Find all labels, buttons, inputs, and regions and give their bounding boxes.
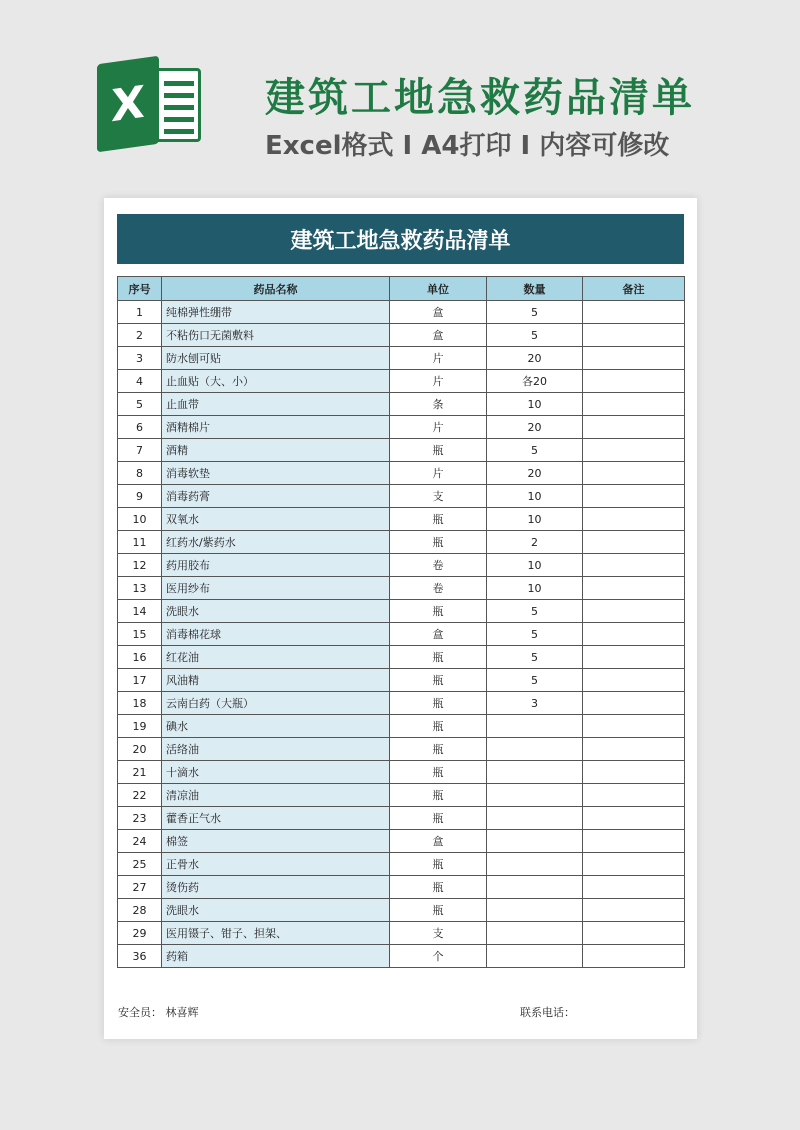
cell-note[interactable]: [583, 830, 685, 853]
cell-no[interactable]: 23: [118, 807, 162, 830]
cell-name[interactable]: 医用镊子、钳子、担架、: [162, 922, 390, 945]
cell-qty[interactable]: 5: [487, 301, 583, 324]
cell-no[interactable]: 17: [118, 669, 162, 692]
cell-name[interactable]: 药箱: [162, 945, 390, 968]
cell-qty[interactable]: 3: [487, 692, 583, 715]
cell-no[interactable]: 16: [118, 646, 162, 669]
table-row: [118, 876, 685, 899]
cell-no[interactable]: 25: [118, 853, 162, 876]
cell-name[interactable]: 十滴水: [162, 761, 390, 784]
table-row: [118, 301, 685, 324]
cell-name[interactable]: 棉签: [162, 830, 390, 853]
cell-name[interactable]: 药用胶布: [162, 554, 390, 577]
cell-qty[interactable]: [487, 922, 583, 945]
cell-qty[interactable]: 10: [487, 485, 583, 508]
cell-note[interactable]: [583, 807, 685, 830]
cell-qty[interactable]: [487, 761, 583, 784]
cell-unit[interactable]: 盒: [390, 324, 487, 347]
column-header-unit[interactable]: 单位: [390, 277, 487, 301]
cell-unit[interactable]: 瓶: [390, 715, 487, 738]
cell-unit[interactable]: 瓶: [390, 899, 487, 922]
column-header-note[interactable]: 备注: [583, 277, 685, 301]
cell-unit[interactable]: 瓶: [390, 646, 487, 669]
cell-qty[interactable]: 2: [487, 531, 583, 554]
cell-note[interactable]: [583, 370, 685, 393]
cell-unit[interactable]: 个: [390, 945, 487, 968]
cell-name[interactable]: 消毒棉花球: [162, 623, 390, 646]
table-row: [118, 646, 685, 669]
cell-name[interactable]: 止血贴（大、小）: [162, 370, 390, 393]
cell-note[interactable]: [583, 761, 685, 784]
table-row: [118, 370, 685, 393]
table-row: [118, 531, 685, 554]
banner-title: 建筑工地急救药品清单: [265, 75, 695, 121]
cell-qty[interactable]: [487, 853, 583, 876]
cell-note[interactable]: [583, 324, 685, 347]
cell-note[interactable]: [583, 416, 685, 439]
cell-note[interactable]: [583, 899, 685, 922]
cell-qty[interactable]: 5: [487, 324, 583, 347]
cell-unit[interactable]: 瓶: [390, 531, 487, 554]
table-row: [118, 439, 685, 462]
cell-unit[interactable]: 瓶: [390, 853, 487, 876]
cell-unit[interactable]: 瓶: [390, 807, 487, 830]
cell-name[interactable]: 藿香正气水: [162, 807, 390, 830]
cell-no[interactable]: 8: [118, 462, 162, 485]
cell-note[interactable]: [583, 646, 685, 669]
cell-name[interactable]: 消毒药膏: [162, 485, 390, 508]
cell-note[interactable]: [583, 669, 685, 692]
cell-unit[interactable]: 盒: [390, 301, 487, 324]
cell-no[interactable]: 14: [118, 600, 162, 623]
cell-no[interactable]: 11: [118, 531, 162, 554]
cell-unit[interactable]: 瓶: [390, 669, 487, 692]
cell-note[interactable]: [583, 439, 685, 462]
cell-name[interactable]: 烫伤药: [162, 876, 390, 899]
cell-qty[interactable]: [487, 738, 583, 761]
sheet-paper: [104, 198, 697, 1039]
column-header-qty[interactable]: 数量: [487, 277, 583, 301]
cell-note[interactable]: [583, 600, 685, 623]
cell-no[interactable]: 18: [118, 692, 162, 715]
cell-qty[interactable]: 5: [487, 623, 583, 646]
cell-note[interactable]: [583, 876, 685, 899]
cell-no[interactable]: 24: [118, 830, 162, 853]
cell-unit[interactable]: 瓶: [390, 876, 487, 899]
safety-officer: 安全员： 林喜辉: [118, 1006, 199, 1019]
cell-qty[interactable]: 20: [487, 347, 583, 370]
cell-note[interactable]: [583, 462, 685, 485]
cell-qty[interactable]: 10: [487, 393, 583, 416]
cell-no[interactable]: 2: [118, 324, 162, 347]
table-row: [118, 577, 685, 600]
cell-no[interactable]: 29: [118, 922, 162, 945]
cell-unit[interactable]: 片: [390, 370, 487, 393]
cell-note[interactable]: [583, 945, 685, 968]
cell-unit[interactable]: 条: [390, 393, 487, 416]
cell-unit[interactable]: 瓶: [390, 761, 487, 784]
cell-qty[interactable]: 5: [487, 600, 583, 623]
cell-name[interactable]: 酒精: [162, 439, 390, 462]
cell-no[interactable]: 22: [118, 784, 162, 807]
cell-unit[interactable]: 瓶: [390, 784, 487, 807]
cell-unit[interactable]: 盒: [390, 623, 487, 646]
sheet-title: 建筑工地急救药品清单: [117, 214, 684, 264]
table-row: [118, 830, 685, 853]
cell-no[interactable]: 9: [118, 485, 162, 508]
cell-no[interactable]: 28: [118, 899, 162, 922]
cell-name[interactable]: 洗眼水: [162, 600, 390, 623]
cell-unit[interactable]: 片: [390, 347, 487, 370]
cell-note[interactable]: [583, 715, 685, 738]
cell-no[interactable]: 27: [118, 876, 162, 899]
cell-qty[interactable]: 20: [487, 416, 583, 439]
cell-name[interactable]: 不粘伤口无菌敷料: [162, 324, 390, 347]
cell-name[interactable]: 双氧水: [162, 508, 390, 531]
table-row: [118, 807, 685, 830]
cell-qty[interactable]: [487, 807, 583, 830]
cell-unit[interactable]: 支: [390, 922, 487, 945]
cell-note[interactable]: [583, 853, 685, 876]
table-row: [118, 485, 685, 508]
cell-note[interactable]: [583, 393, 685, 416]
cell-qty[interactable]: [487, 784, 583, 807]
cell-no[interactable]: 3: [118, 347, 162, 370]
cell-name[interactable]: 风油精: [162, 669, 390, 692]
cell-no[interactable]: 1: [118, 301, 162, 324]
cell-qty[interactable]: [487, 945, 583, 968]
cell-qty[interactable]: 20: [487, 462, 583, 485]
table-row: [118, 347, 685, 370]
cell-no[interactable]: 12: [118, 554, 162, 577]
cell-note[interactable]: [583, 347, 685, 370]
table-row: [118, 508, 685, 531]
table-row: [118, 784, 685, 807]
cell-note[interactable]: [583, 531, 685, 554]
cell-note[interactable]: [583, 738, 685, 761]
table-row: [118, 761, 685, 784]
cell-unit[interactable]: 片: [390, 416, 487, 439]
cell-no[interactable]: 15: [118, 623, 162, 646]
cell-qty[interactable]: [487, 899, 583, 922]
table-row: [118, 393, 685, 416]
table-row: [118, 623, 685, 646]
cell-name[interactable]: 碘水: [162, 715, 390, 738]
contact-phone-label: 联系电话：: [520, 1006, 575, 1019]
table-row: [118, 922, 685, 945]
cell-note[interactable]: [583, 508, 685, 531]
cell-name[interactable]: 纯棉弹性绷带: [162, 301, 390, 324]
table-row: [118, 853, 685, 876]
cell-unit[interactable]: 瓶: [390, 738, 487, 761]
table-row: [118, 692, 685, 715]
cell-no[interactable]: 4: [118, 370, 162, 393]
table-row: [118, 600, 685, 623]
excel-logo: [97, 60, 205, 150]
cell-unit[interactable]: 支: [390, 485, 487, 508]
cell-qty[interactable]: 10: [487, 554, 583, 577]
cell-no[interactable]: 13: [118, 577, 162, 600]
table-row: [118, 462, 685, 485]
cell-name[interactable]: 医用纱布: [162, 577, 390, 600]
cell-no[interactable]: 36: [118, 945, 162, 968]
cell-name[interactable]: 酒精棉片: [162, 416, 390, 439]
cell-name[interactable]: 清凉油: [162, 784, 390, 807]
cell-unit[interactable]: 瓶: [390, 439, 487, 462]
banner-subtitle: Excel格式 I A4打印 I 内容可修改: [265, 131, 670, 161]
cell-qty[interactable]: [487, 715, 583, 738]
cell-name[interactable]: 消毒软垫: [162, 462, 390, 485]
cell-no[interactable]: 10: [118, 508, 162, 531]
table-row: [118, 554, 685, 577]
cell-unit[interactable]: 片: [390, 462, 487, 485]
cell-note[interactable]: [583, 623, 685, 646]
column-header-no[interactable]: 序号: [118, 277, 162, 301]
cell-name[interactable]: 红花油: [162, 646, 390, 669]
table-row: [118, 899, 685, 922]
table-row: [118, 324, 685, 347]
table-row: [118, 669, 685, 692]
column-header-name[interactable]: 药品名称: [162, 277, 390, 301]
cell-note[interactable]: [583, 922, 685, 945]
cell-qty[interactable]: 10: [487, 508, 583, 531]
cell-note[interactable]: [583, 485, 685, 508]
cell-qty[interactable]: 各20: [487, 370, 583, 393]
cell-note[interactable]: [583, 554, 685, 577]
cell-qty[interactable]: 10: [487, 577, 583, 600]
cell-name[interactable]: 防水刨可贴: [162, 347, 390, 370]
cell-unit[interactable]: 瓶: [390, 692, 487, 715]
cell-note[interactable]: [583, 301, 685, 324]
cell-unit[interactable]: 瓶: [390, 600, 487, 623]
cell-name[interactable]: 洗眼水: [162, 899, 390, 922]
table-row: [118, 715, 685, 738]
table-header-row: [118, 277, 685, 301]
cell-unit[interactable]: 卷: [390, 577, 487, 600]
cell-no[interactable]: 21: [118, 761, 162, 784]
table-row: [118, 416, 685, 439]
cell-no[interactable]: 7: [118, 439, 162, 462]
excel-icon: X: [97, 56, 159, 153]
table-row: [118, 738, 685, 761]
cell-qty[interactable]: [487, 830, 583, 853]
cell-unit[interactable]: 卷: [390, 554, 487, 577]
cell-note[interactable]: [583, 577, 685, 600]
cell-note[interactable]: [583, 692, 685, 715]
cell-unit[interactable]: 盒: [390, 830, 487, 853]
cell-name[interactable]: 正骨水: [162, 853, 390, 876]
cell-name[interactable]: 红药水/紫药水: [162, 531, 390, 554]
cell-note[interactable]: [583, 784, 685, 807]
cell-qty[interactable]: 5: [487, 646, 583, 669]
cell-name[interactable]: 云南白药（大瓶）: [162, 692, 390, 715]
cell-qty[interactable]: 5: [487, 439, 583, 462]
cell-qty[interactable]: 5: [487, 669, 583, 692]
cell-unit[interactable]: 瓶: [390, 508, 487, 531]
table-body: [118, 301, 685, 968]
medicine-table: [117, 276, 685, 968]
table-row: [118, 945, 685, 968]
cell-qty[interactable]: [487, 876, 583, 899]
cell-no[interactable]: 6: [118, 416, 162, 439]
cell-name[interactable]: 止血带: [162, 393, 390, 416]
cell-no[interactable]: 19: [118, 715, 162, 738]
cell-no[interactable]: 5: [118, 393, 162, 416]
cell-no[interactable]: 20: [118, 738, 162, 761]
cell-name[interactable]: 活络油: [162, 738, 390, 761]
